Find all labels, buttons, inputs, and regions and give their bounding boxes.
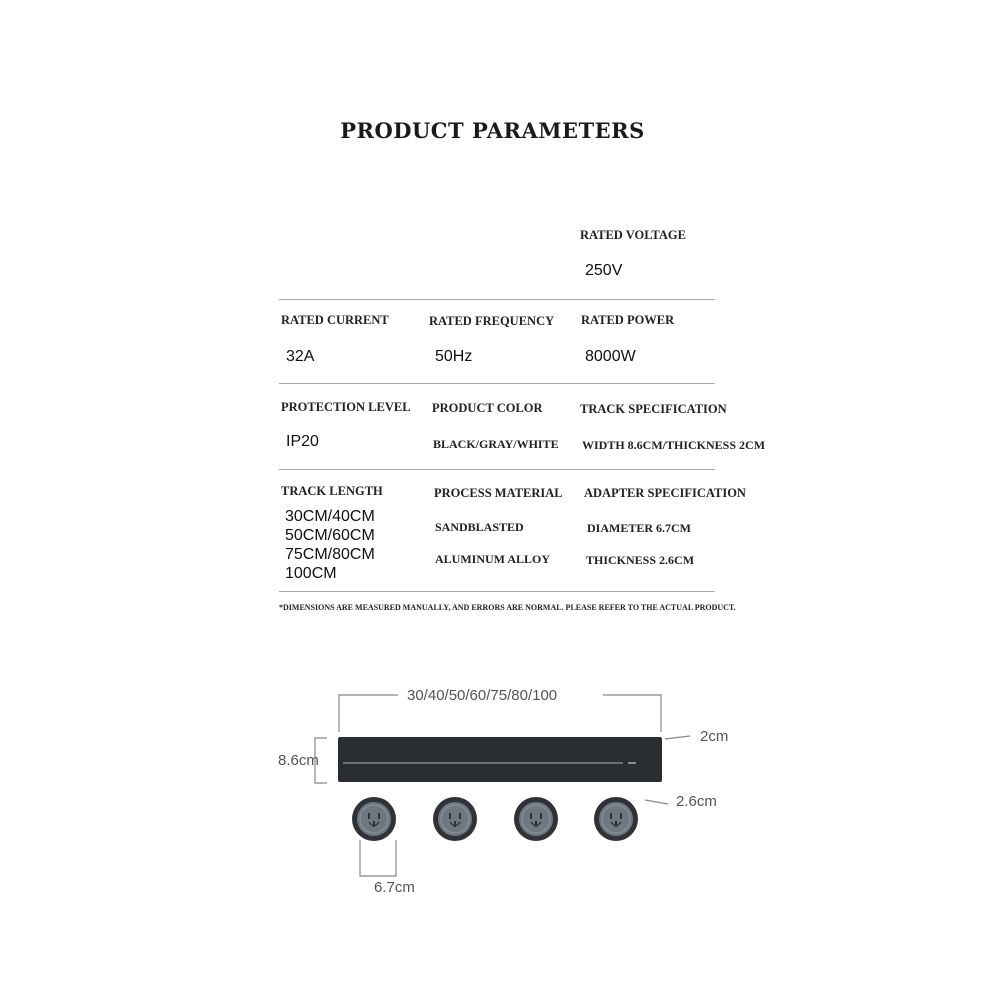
- adapter-specification-label: ADAPTER SPECIFICATION: [584, 486, 746, 500]
- rated-voltage-value: 250V: [585, 262, 623, 279]
- rated-frequency-value: 50Hz: [435, 348, 473, 365]
- rated-voltage-label: RATED VOLTAGE: [580, 228, 686, 242]
- socket-adapter: [514, 797, 558, 841]
- socket-adapter: [352, 797, 396, 841]
- adapter-specification-value: DIAMETER 6.7CM: [587, 521, 691, 535]
- product-color-label: PRODUCT COLOR: [432, 401, 543, 415]
- track-length-value: 100CM: [285, 565, 337, 582]
- disclaimer-note: *DIMENSIONS ARE MEASURED MANUALLY, AND ERRORS ARE NORMAL. PLEASE REFER TO THE ACTUAL PRODUCT.: [279, 603, 736, 612]
- track-slot: [343, 762, 623, 764]
- track-slot-end: [628, 762, 636, 764]
- adapter-thickness-label: 2.6cm: [676, 793, 717, 810]
- socket-icon: [357, 802, 391, 836]
- track-length-value: 50CM/60CM: [285, 527, 375, 544]
- track-specification-value: WIDTH 8.6CM/THICKNESS 2CM: [582, 438, 766, 452]
- protection-level-label: PROTECTION LEVEL: [281, 400, 411, 414]
- process-material-label: PROCESS MATERIAL: [434, 486, 563, 500]
- track-length-value: 75CM/80CM: [285, 546, 375, 563]
- adapter-specification-value: THICKNESS 2.6CM: [586, 553, 695, 567]
- rated-current-value: 32A: [286, 348, 315, 365]
- socket-icon: [519, 802, 553, 836]
- socket-adapter: [594, 797, 638, 841]
- product-color-value: BLACK/GRAY/WHITE: [433, 437, 559, 451]
- socket-icon: [438, 802, 472, 836]
- socket-adapter: [433, 797, 477, 841]
- rated-power-value: 8000W: [585, 348, 636, 365]
- track-length-value: 30CM/40CM: [285, 508, 375, 525]
- length-dimension-label: 30/40/50/60/75/80/100: [407, 687, 558, 704]
- rated-power-label: RATED POWER: [581, 313, 675, 327]
- page-title: PRODUCT PARAMETERS: [340, 118, 645, 143]
- protection-level-value: IP20: [286, 433, 319, 450]
- power-track: [338, 737, 662, 782]
- rated-current-label: RATED CURRENT: [281, 313, 389, 327]
- adapter-diameter-label: 6.7cm: [374, 879, 415, 896]
- socket-icon: [599, 802, 633, 836]
- thickness-dimension-label: 2cm: [700, 728, 729, 745]
- track-specification-label: TRACK SPECIFICATION: [580, 402, 727, 416]
- rated-frequency-label: RATED FREQUENCY: [429, 314, 555, 328]
- width-dimension-label: 8.6cm: [278, 752, 319, 769]
- process-material-value: SANDBLASTED: [435, 520, 524, 534]
- process-material-value: ALUMINUM ALLOY: [435, 552, 551, 566]
- track-length-label: TRACK LENGTH: [281, 484, 383, 498]
